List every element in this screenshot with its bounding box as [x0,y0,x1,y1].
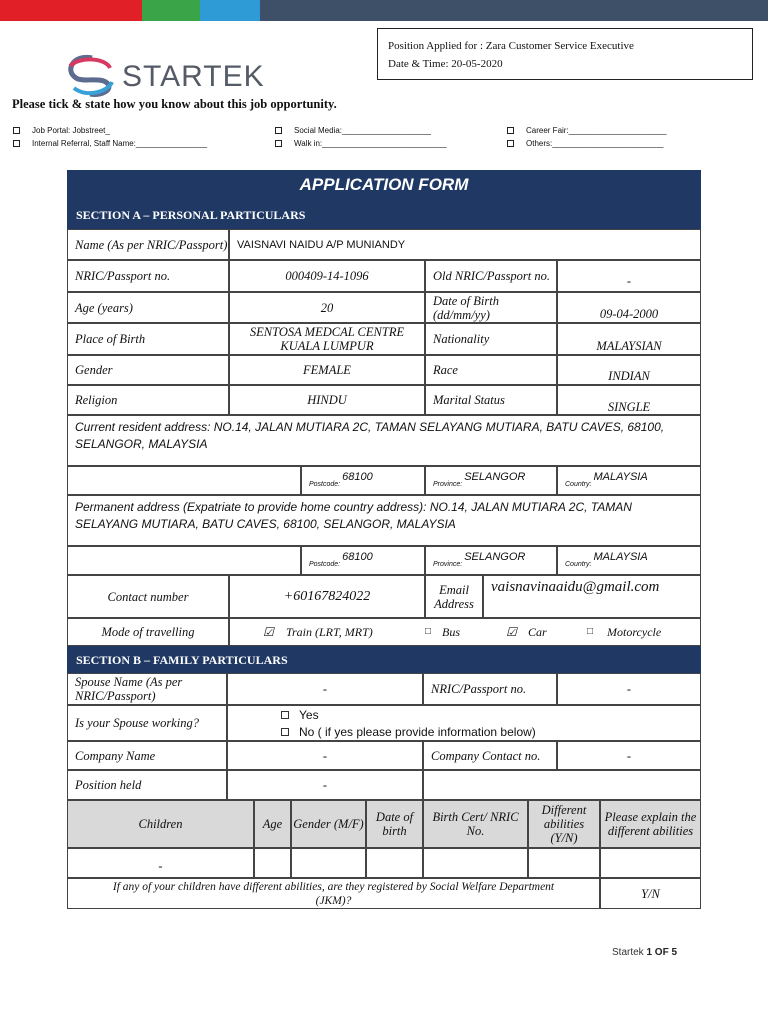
contact-value[interactable]: +60167824022 [229,575,425,618]
child-dob-cell[interactable] [366,848,423,878]
travel-label: Mode of travelling [67,618,229,646]
position-box [377,28,753,80]
travel-moto-label: Motorcycle [607,625,662,639]
footer-brand: Startek [612,947,644,958]
child-name-cell[interactable]: - [67,848,254,878]
spouse-working-label: Is your Spouse working? [67,705,227,741]
marital-label: Marital Status [425,385,557,415]
child-cert-cell[interactable] [423,848,528,878]
children-header-cert: Birth Cert/ NRIC No. [423,800,528,848]
option-job-portal[interactable]: Job Portal: Jobstreet_ [13,126,110,135]
option-referral[interactable]: Internal Referral, Staff Name:________________ [13,139,207,148]
bar-slate [260,0,768,21]
footer-page-number: 1 OF 5 [646,947,678,958]
option-social-media[interactable]: Social Media:____________________ [275,126,431,135]
permanent-address-blank [67,546,301,575]
gender-value[interactable]: FEMALE [229,355,425,385]
jkm-question: If any of your children have different abilities, are they registered by Social Welfare Department (JKM)? [67,878,600,909]
checkbox-icon[interactable] [507,140,514,147]
nationality-label: Nationality [425,323,557,355]
section-a-header: SECTION A – PERSONAL PARTICULARS [67,200,701,229]
option-others[interactable]: Others:_________________________ [507,139,663,148]
religion-value[interactable]: HINDU [229,385,425,415]
old-nric-value[interactable]: - [557,260,701,292]
travel-train-label: Train (LRT, MRT) [286,625,373,639]
nationality-value[interactable]: MALAYSIAN [557,323,701,355]
race-value[interactable]: INDIAN [557,355,701,385]
travel-bus-check-icon[interactable]: □ [425,626,432,637]
tick-instruction: Please tick & state how you know about this job opportunity. [12,97,337,111]
travel-options [229,618,701,646]
option-career-fair[interactable]: Career Fair:______________________ [507,126,667,135]
position-value[interactable]: - [227,770,423,800]
email-label: Email Address [425,575,483,618]
position-label: Position held [67,770,227,800]
current-address-blank [67,466,301,495]
checkbox-icon[interactable] [275,140,282,147]
gender-label: Gender [67,355,229,385]
name-value[interactable]: VAISNAVI NAIDU A/P MUNIANDY [229,229,701,260]
startek-logo [62,52,272,98]
child-abilities-cell[interactable] [528,848,600,878]
form-title: APPLICATION FORM [67,170,701,200]
page-footer [612,947,677,958]
logo-wordmark: STARTEK [122,60,265,93]
travel-moto-check-icon[interactable]: □ [587,626,594,637]
position-applied: Position Applied for : Zara Customer Service Executive [388,40,634,52]
date-time: Date & Time: 20-05-2020 [388,58,503,70]
spouse-working-options [227,705,701,741]
checkbox-icon[interactable] [281,728,289,736]
travel-bus-label: Bus [442,625,460,639]
dob-label: Date of Birth (dd/mm/yy) [425,292,557,323]
checkbox-icon[interactable] [275,127,282,134]
pob-label: Place of Birth [67,323,229,355]
section-b-header: SECTION B – FAMILY PARTICULARS [67,646,701,673]
bar-green [142,0,200,21]
child-age-cell[interactable] [254,848,291,878]
current-address[interactable]: Current resident address: NO.14, JALAN MUTIARA 2C, TAMAN SELAYANG MUTIARA, BATU CAVES, 68100, SELANGOR, MALAYSIA [67,415,701,466]
child-gender-cell[interactable] [291,848,366,878]
spouse-yes-option[interactable]: Yes [281,708,319,722]
children-header-dob: Date of birth [366,800,423,848]
child-explain-cell[interactable] [600,848,701,878]
age-label: Age (years) [67,292,229,323]
company-contact-label: Company Contact no. [423,741,557,770]
checkbox-icon[interactable] [507,127,514,134]
company-contact-value[interactable]: - [557,741,701,770]
nric-value[interactable]: 000409-14-1096 [229,260,425,292]
application-form [67,170,701,909]
permanent-address[interactable]: Permanent address (Expatriate to provide home country address): NO.14, JALAN MUTIARA 2C, TAMAN SELAYANG MUTIARA, BATU CAVES, 68100, SELANGOR, MALAYSIA [67,495,701,546]
children-header-gender: Gender (M/F) [291,800,366,848]
permanent-province[interactable]: Province: SELANGOR [425,546,557,575]
email-value[interactable]: vaisnavinaaidu@gmail.com [483,575,701,618]
travel-car-check-icon[interactable]: ☑ [506,625,517,639]
position-blank [423,770,701,800]
spouse-label: Spouse Name (As per NRIC/Passport) [67,673,227,705]
nric-label: NRIC/Passport no. [67,260,229,292]
race-label: Race [425,355,557,385]
spouse-nric-value[interactable]: - [557,673,701,705]
spouse-nric-label: NRIC/Passport no. [423,673,557,705]
jkm-answer[interactable]: Y/N [600,878,701,909]
spouse-no-option[interactable]: No ( if yes please provide information below) [281,725,536,739]
bar-red [0,0,142,21]
dob-value[interactable]: 09-04-2000 [557,292,701,323]
permanent-country[interactable]: Country: MALAYSIA [557,546,701,575]
checkbox-icon[interactable] [281,711,289,719]
swirl-logo-icon [62,52,122,98]
current-province[interactable]: Province: SELANGOR [425,466,557,495]
top-color-bar [0,0,768,21]
option-walk-in[interactable]: Walk in:____________________________ [275,139,447,148]
permanent-postcode[interactable]: Postcode: 68100 [301,546,425,575]
children-header-age: Age [254,800,291,848]
bar-blue [200,0,260,21]
current-country[interactable]: Country: MALAYSIA [557,466,701,495]
contact-label: Contact number [67,575,229,618]
age-value[interactable]: 20 [229,292,425,323]
travel-car-label: Car [528,625,547,639]
marital-value[interactable]: SINGLE [557,385,701,415]
spouse-value[interactable]: - [227,673,423,705]
company-value[interactable]: - [227,741,423,770]
checkbox-icon[interactable] [13,127,20,134]
religion-label: Religion [67,385,229,415]
travel-train-check-icon[interactable]: ☑ [263,625,274,639]
children-header-abilities: Different abilities (Y/N) [528,800,600,848]
old-nric-label: Old NRIC/Passport no. [425,260,557,292]
current-postcode[interactable]: Postcode: 68100 [301,466,425,495]
company-label: Company Name [67,741,227,770]
children-header-children: Children [67,800,254,848]
pob-value[interactable]: SENTOSA MEDCAL CENTRE KUALA LUMPUR [229,323,425,355]
checkbox-icon[interactable] [13,140,20,147]
name-label: Name (As per NRIC/Passport) [67,229,229,260]
children-header-explain: Please explain the different abilities [600,800,701,848]
